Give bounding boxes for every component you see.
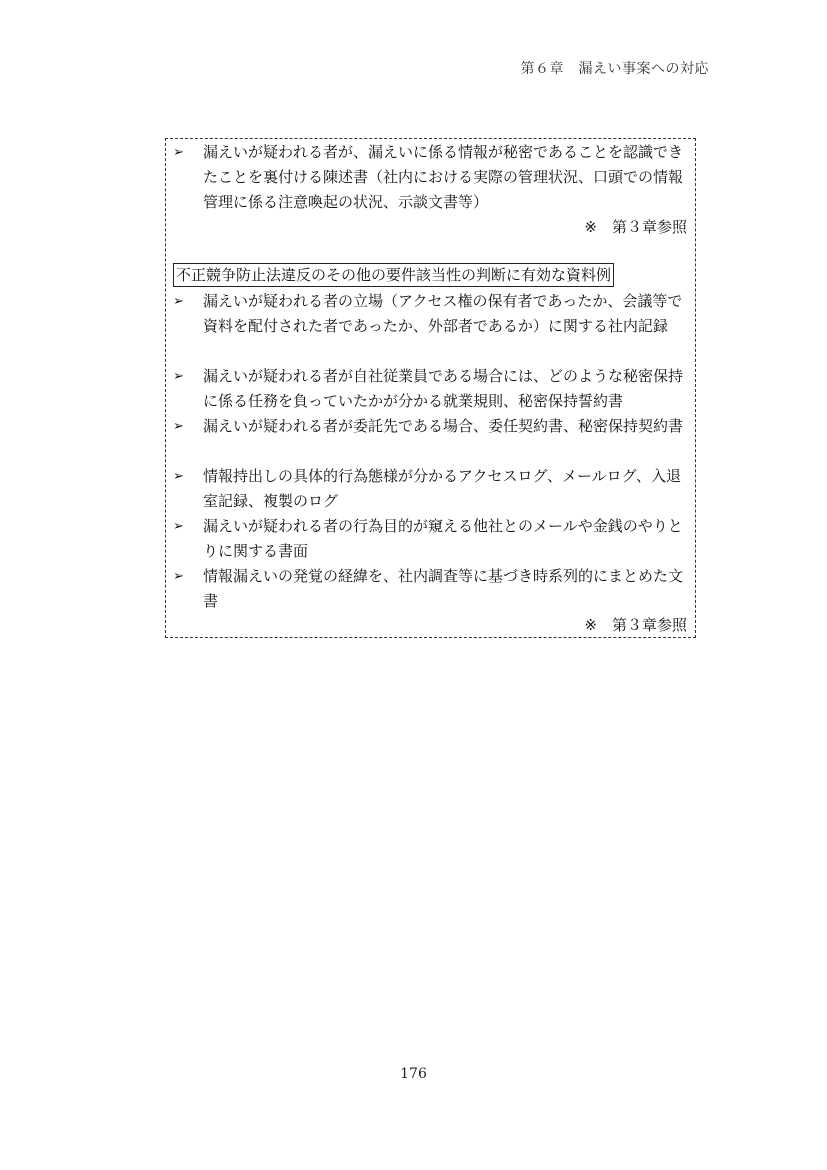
list-item	[173, 140, 683, 215]
list-item-text: 情報漏えいの発覚の経緯を、社内調査等に基づき時系列的にまとめた文書	[203, 567, 684, 610]
arrow-bullet-icon: ➢	[173, 519, 184, 534]
list-item-text: 漏えいが疑われる者の行為目的が窺える他社とのメールや金銭のやりとりに関する書面	[203, 517, 683, 560]
list-item	[173, 364, 683, 414]
list-item	[173, 289, 683, 339]
list-item-text: 漏えいが疑われる者が自社従業員である場合には、どのような秘密保持に係る任務を負っていたかが分かる就業規則、秘密保持誓約書	[203, 367, 684, 410]
list-item-text: 情報持出しの具体的行為態様が分かるアクセスログ、メールログ、入退室記録、複製のログ	[203, 467, 682, 510]
list-item-text: 漏えいが疑われる者が委託先である場合、委任契約書、秘密保持契約書	[203, 417, 684, 435]
chapter-header: 第６章 漏えい事案への対応	[520, 61, 709, 77]
arrow-bullet-icon: ➢	[173, 469, 184, 484]
list-item-text: 漏えいが疑われる者が、漏えいに係る情報が秘密であることを認識できたことを裏付ける陳述書（社内における実際の管理状況、口頭での情報管理に係る注意喚起の状況、示談文書等）	[203, 143, 684, 211]
list-item	[173, 514, 683, 564]
section-heading: 不正競争防止法違反のその他の要件該当性の判断に有効な資料例	[173, 263, 614, 287]
chapter-reference: ※ 第３章参照	[584, 218, 687, 236]
page-number: 176	[400, 1066, 427, 1082]
arrow-bullet-icon: ➢	[173, 369, 184, 384]
list-item	[173, 414, 683, 439]
list-item	[173, 564, 683, 614]
arrow-bullet-icon: ➢	[173, 294, 184, 309]
list-item	[173, 464, 683, 514]
list-item-text: 漏えいが疑われる者の立場（アクセス権の保有者であったか、会議等で資料を配付された者であったか、外部者であるか）に関する社内記録	[203, 292, 683, 335]
evidence-list-box	[165, 138, 696, 638]
chapter-reference: ※ 第３章参照	[584, 616, 687, 634]
arrow-bullet-icon: ➢	[173, 419, 184, 434]
arrow-bullet-icon: ➢	[173, 145, 184, 160]
arrow-bullet-icon: ➢	[173, 569, 184, 584]
